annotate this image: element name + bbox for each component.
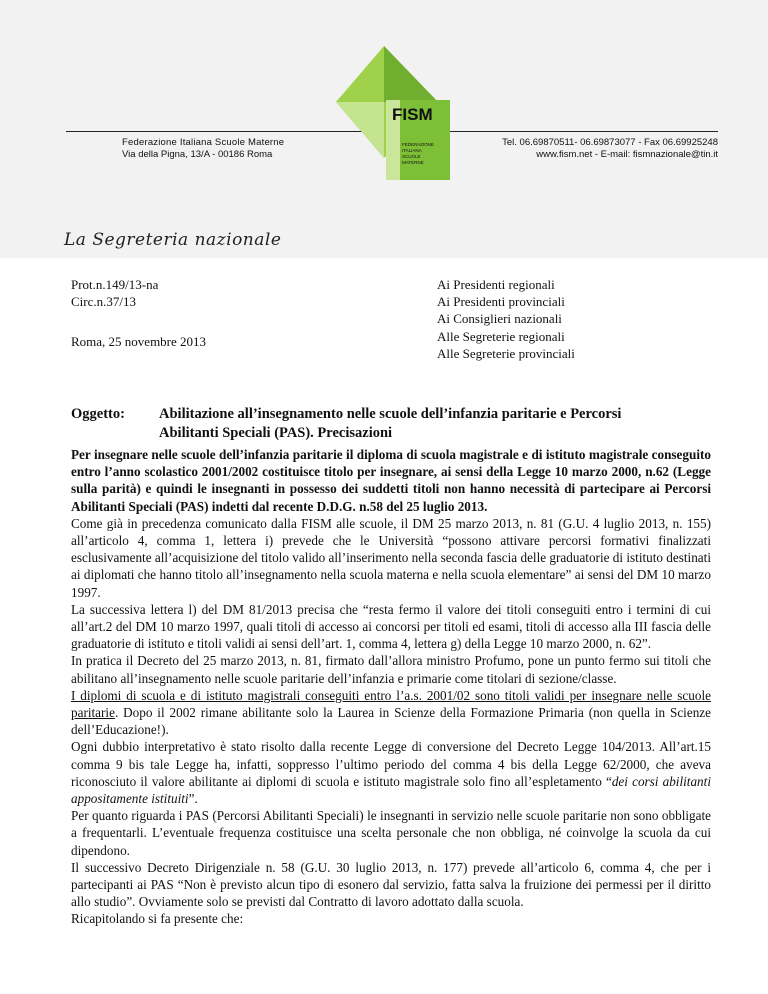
logo-text: FISM	[392, 105, 433, 124]
recipient: Alle Segreterie regionali	[437, 328, 565, 344]
logo-subtext-4: MATERNE	[402, 160, 424, 165]
subject-line-2: Abilitanti Speciali (PAS). Precisazioni	[159, 425, 393, 441]
italic-quote: dei corsi abilitanti appositamente istituiti	[71, 773, 711, 807]
circular-number: Circ.n.37/13	[71, 294, 136, 309]
fism-logo	[330, 42, 480, 180]
federation-name: Federazione Italiana Scuole Materne	[122, 137, 285, 148]
logo-subtext-2: ITALIANA	[402, 148, 422, 153]
letter-body	[71, 446, 711, 928]
recipient: Ai Presidenti provinciali	[437, 294, 565, 310]
paragraph	[71, 687, 711, 739]
paragraph: La successiva lettera l) del DM 81/2013 precisa che “resta fermo il valore dei titoli conseguiti entro i termini di cui all’art.2 del DM 10 marzo 1997, quali titoli di accesso ai concorsi per titoli ed esami, titoli di accesso alla III fascia delle graduatorie di istituto e titoli validi ai sensi dell’art. 1, comma 4, lettera g) della Legge 10 marzo 2000, n. 62”.	[71, 601, 711, 652]
paragraph-text: ”.	[188, 791, 198, 807]
logo-subtext-3: SCUOLE	[402, 154, 421, 159]
logo-diamond-shade	[336, 102, 384, 158]
protocol-number: Prot.n.149/13-na	[71, 277, 159, 292]
recipient: Alle Segreterie provinciali	[437, 345, 575, 361]
underlined-statement: I diplomi di scuola e di istituto magistrali conseguiti entro l’a.s. 2001/02 sono titoli validi per insegnare nelle scuole paritarie	[71, 687, 711, 721]
phone-fax: Tel. 06.69870511- 06.69873077 - Fax 06.69925248	[502, 137, 718, 148]
paragraph: In pratica il Decreto del 25 marzo 2013, n. 81, firmato dall’allora ministro Profumo, pone un punto fermo sui titoli che abilitano all’insegnamento nelle scuole paritarie dell’infanzia e primarie come titolari di sezione/classe.	[71, 653, 711, 686]
paragraph: Per quanto riguarda i PAS (Percorsi Abilitanti Speciali) le insegnanti in servizio nelle scuole paritarie non sono obbligate a frequentarli. L’eventuale frequenza costituisce una scelta personale che non obbliga, né coinvolge la scuola da cui dipendono.	[71, 808, 711, 858]
recipient: Ai Consiglieri nazionali	[437, 311, 562, 327]
paragraph: Ricapitolando si fa presente che:	[71, 911, 244, 927]
federation-address: Via della Pigna, 13/A - 00186 Roma	[122, 149, 273, 160]
paragraph: Il successivo Decreto Dirigenziale n. 58 (G.U. 30 luglio 2013, n. 177) prevede all’articolo 6, comma 4, che per i partecipanti ai PAS “Non è previsto alcun tipo di esonero dal servizio, fatta salva la fruizione dei permessi per il diritto allo studio”. Ovviamente solo se previsti dal Contratto di lavoro adottato dalla scuola.	[71, 859, 711, 910]
paragraph-text: . Dopo il 2002 rimane abilitante solo la Laurea in Scienze della Formazione Primaria (non quella in Scienze dell’Educazione!).	[71, 705, 711, 738]
subject-label: Oggetto:	[71, 406, 125, 422]
place-date: Roma, 25 novembre 2013	[71, 334, 207, 349]
web-email: www.fism.net - E-mail: fismnazionale@tin.it	[536, 149, 718, 160]
paragraph: Come già in precedenza comunicato dalla FISM alle scuole, il DM 25 marzo 2013, n. 81 (G.U. 4 luglio 2013, n. 155) all’articolo 4, comma 1, lettera i) prevede che le Università “possono attivare percorsi formativi finalizzati esclusivamente all’acquisizione del titolo valido all’inserimento nella seconda fascia delle graduatorie di istituto destinati ai diplomati che hanno titolo all’insegnamento nella scuola materna e nella scuola elementare” ai sensi del DM 10 marzo 1997.	[71, 515, 711, 600]
logo-subtext-1: FEDERAZIONE	[402, 142, 435, 147]
paragraph-intro: Per insegnare nelle scuole dell’infanzia paritarie il diploma di scuola magistrale e di istituto magistrale conseguito entro l’anno scolastico 2001/2002 costituisce titolo per insegnare, ai sensi della Legge 10 marzo 2000, n.62 (Legge sulla parità) e quindi le insegnanti in possesso dei suddetti titoli non hanno necessità di partecipare ai Percorsi Abilitanti Speciali (PAS) indetti dal recente D.D.G. n.58 del 25 luglio 2013.	[71, 447, 711, 514]
paragraph	[71, 738, 711, 807]
signature-title: La Segreteria nazionale	[64, 230, 282, 250]
recipients-list	[437, 276, 575, 362]
subject	[71, 405, 711, 443]
logo-diamond-dark	[384, 46, 438, 102]
subject-line-1: Abilitazione all’insegnamento nelle scuole dell’infanzia paritarie e Percorsi	[159, 406, 622, 422]
recipient: Ai Presidenti regionali	[437, 277, 555, 292]
paragraph-text: Ogni dubbio interpretativo è stato risolto dalla recente Legge di conversione del Decreto Legge 104/2013. All’art.15 comma 9 bis tale Legge ha, infatti, soppresso l’ultimo periodo del comma 4 bis della Legge 62/2000, che aveva riconosciuto il valore abilitante ai diplomi di scuola e istituto magistrale solo fino all’espletamento “	[71, 739, 711, 789]
